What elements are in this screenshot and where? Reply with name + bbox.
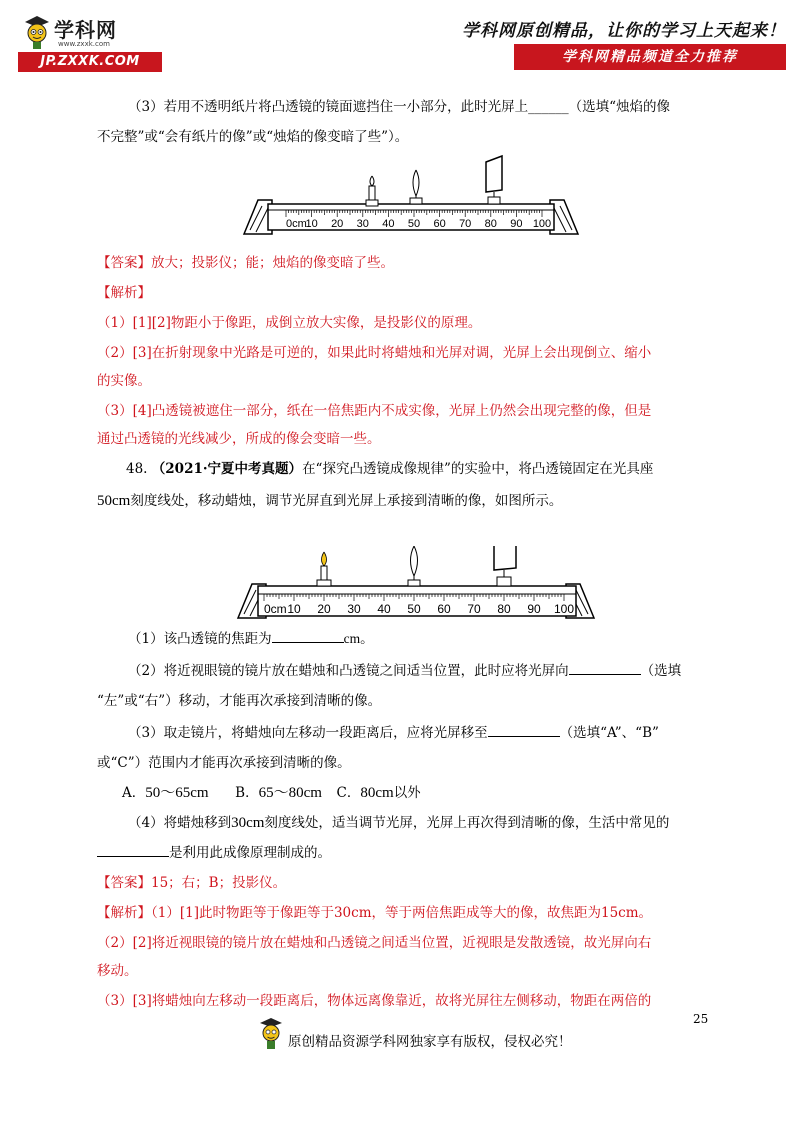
q48-q2-line1 bbox=[128, 660, 681, 682]
convex-lens bbox=[410, 170, 422, 204]
ruler-label: 80 bbox=[497, 602, 511, 616]
ruler-label: 50 bbox=[407, 602, 421, 616]
q48-q3-text: （3）取走镜片，将蜡烛向左移动一段距离后，应将光屏移至 bbox=[128, 725, 488, 741]
ruler-label: 100 bbox=[553, 602, 575, 616]
ruler-label: 0cm bbox=[264, 602, 287, 616]
ruler-label: 90 bbox=[527, 602, 541, 616]
q48-q3-line1 bbox=[128, 722, 659, 744]
q48-analysis-2-line2: 移动。 bbox=[97, 963, 138, 979]
q48-source: （2021·宁夏中考真题） bbox=[151, 461, 303, 477]
q48-q4-text: （4）将蜡烛移到 bbox=[128, 815, 232, 831]
q48-stem-line2 bbox=[97, 490, 562, 512]
q48-analysis-3-line1: （3）[3]将蜡烛向左移动一段距离后，物体远离像靠近，故将光屏往左侧移动，物距在两倍的 bbox=[97, 993, 652, 1009]
ruler-label: 40 bbox=[377, 602, 391, 616]
q47-item3-line2: 不完整”或“会有纸片的像”或“烛焰的像变暗了些”）。 bbox=[97, 129, 409, 145]
ruler-label: 0cm bbox=[286, 218, 307, 230]
ruler-label: 20 bbox=[317, 602, 331, 616]
q47-analysis-2-line1: （2）[3]在折射现象中光路是可逆的，如果此时将蜡烛和光屏对调，光屏上会出现倒立、缩小 bbox=[97, 345, 652, 361]
page-number: 25 bbox=[693, 1012, 709, 1026]
ruler-label: 70 bbox=[467, 602, 481, 616]
option-b-label: B． bbox=[235, 785, 259, 801]
option-c-label: C． bbox=[336, 785, 361, 801]
ruler-label: 90 bbox=[510, 218, 523, 230]
q47-analysis-3-line2: 通过凸透镜的光线减少，所成的像会变暗一些。 bbox=[97, 431, 381, 447]
q48-q3-line2: 或“C”）范围内才能再次承接到清晰的像。 bbox=[97, 755, 351, 771]
q48-q4-value: 30cm bbox=[231, 815, 265, 831]
ruler-label: 80 bbox=[484, 218, 497, 230]
q48-q2-line2: “左”或“右”）移动，才能再次承接到清晰的像。 bbox=[97, 693, 382, 709]
q48-q2-text: （2）将近视眼镜的镜片放在蜡烛和凸透镜之间适当位置，此时应将光屏向 bbox=[128, 663, 569, 679]
lit-candle bbox=[317, 552, 331, 586]
ruler-label: 20 bbox=[331, 218, 344, 230]
convex-lens bbox=[408, 546, 420, 586]
option-c-tail: 以外 bbox=[393, 785, 421, 801]
q48-q4-suffix: 是利用此成像原理制成的。 bbox=[169, 845, 331, 861]
ruler-label: 30 bbox=[356, 218, 369, 230]
optical-bench-figure-2 bbox=[236, 546, 596, 622]
ruler-label: 40 bbox=[382, 218, 395, 230]
q47-answer: 【答案】放大；投影仪；能；烛焰的像变暗了些。 bbox=[97, 255, 394, 271]
q48-options bbox=[122, 782, 421, 804]
mascot-icon bbox=[258, 1016, 284, 1050]
optical-bench-figure-1 bbox=[242, 152, 580, 238]
option-a-value[interactable]: 50～65cm bbox=[145, 785, 209, 801]
ruler-label: 70 bbox=[459, 218, 472, 230]
option-c-value[interactable]: 80cm bbox=[360, 785, 394, 801]
q48-stem-line1 bbox=[126, 458, 653, 480]
q48-q1-blank[interactable] bbox=[272, 629, 344, 643]
q48-position-value: 50cm bbox=[97, 493, 131, 509]
zxxk-logo[interactable] bbox=[14, 12, 164, 74]
q48-q1 bbox=[128, 628, 374, 650]
q48-analysis-1 bbox=[97, 902, 652, 924]
channel-banner: 学科网精品频道全力推荐 bbox=[514, 44, 786, 70]
q48-q3-suffix: （选填“A”、“B” bbox=[559, 725, 659, 741]
ruler-label: 30 bbox=[347, 602, 361, 616]
q48-stem-text: 在“探究凸透镜成像规律”的实验中，将凸透镜固定在光具座 bbox=[302, 461, 654, 477]
q48-q4-blank[interactable] bbox=[97, 843, 169, 857]
q48-analysis-1-text: （1）[1]此时物距等于像距等于30cm，等于两倍焦距成等大的像，故焦距为15cm。 bbox=[151, 905, 653, 921]
logo-title: 学科网 bbox=[54, 18, 117, 42]
page-header bbox=[0, 0, 800, 80]
ruler-label: 10 bbox=[305, 218, 318, 230]
q48-q1-unit: cm bbox=[343, 631, 361, 646]
q47-analysis-1: （1）[1][2]物距小于像距，成倒立放大实像，是投影仪的原理。 bbox=[97, 315, 482, 331]
q48-stem-text-2: 刻度线处，移动蜡烛，调节光屏直到光屏上承接到清晰的像，如图所示。 bbox=[130, 493, 563, 509]
header-slogan: 学科网原创精品，让你的学习上天起来！ bbox=[462, 21, 786, 41]
light-screen bbox=[486, 156, 502, 204]
option-a-label: A． bbox=[122, 785, 146, 801]
q48-q1-text: （1）该凸透镜的焦距为 bbox=[128, 631, 272, 647]
ruler-label: 10 bbox=[287, 602, 301, 616]
ruler-label: 60 bbox=[437, 602, 451, 616]
q48-q2-blank[interactable] bbox=[569, 661, 641, 675]
mascot-icon bbox=[22, 14, 52, 50]
q48-q4-rest: 刻度线处，适当调节光屏，光屏上再次得到清晰的像，生活中常见的 bbox=[264, 815, 670, 831]
q47-analysis-title: 【解析】 bbox=[97, 285, 151, 301]
q47-analysis-2-line2: 的实像。 bbox=[97, 373, 151, 389]
q48-analysis-tag: 【解析】 bbox=[97, 905, 151, 921]
q48-q2-suffix: （选填 bbox=[640, 663, 682, 679]
q48-q1-end: 。 bbox=[360, 631, 374, 647]
q48-analysis-2-line1: （2）[2]将近视眼镜的镜片放在蜡烛和凸透镜之间适当位置，近视眼是发散透镜，故光屏向右 bbox=[97, 935, 652, 951]
q48-answer: 【答案】15；右；B；投影仪。 bbox=[97, 875, 287, 891]
q48-q4-line2 bbox=[97, 842, 331, 864]
q48-q3-blank[interactable] bbox=[488, 723, 560, 737]
logo-banner: JP.ZXXK.COM bbox=[18, 52, 162, 72]
copyright-note: 原创精品资源学科网独家享有版权，侵权必究！ bbox=[288, 1034, 572, 1050]
q48-q4-line1 bbox=[128, 812, 669, 834]
q47-item3-line1: （3）若用不透明纸片将凸透镜的镜面遮挡住一小部分，此时光屏上______（选填“烛焰的像 bbox=[128, 99, 670, 115]
logo-url: www.zxxk.com bbox=[58, 40, 110, 48]
q47-analysis-3-line1: （3）[4]凸透镜被遮住一部分，纸在一倍焦距内不成实像，光屏上仍然会出现完整的像，但是 bbox=[97, 403, 652, 419]
ruler-label: 50 bbox=[407, 218, 421, 230]
light-screen bbox=[494, 546, 516, 586]
ruler-label: 100 bbox=[532, 218, 552, 230]
ruler-label: 60 bbox=[433, 218, 446, 230]
q48-number: 48. bbox=[126, 461, 148, 477]
candle bbox=[366, 176, 378, 206]
option-b-value[interactable]: 65～80cm bbox=[258, 785, 322, 801]
